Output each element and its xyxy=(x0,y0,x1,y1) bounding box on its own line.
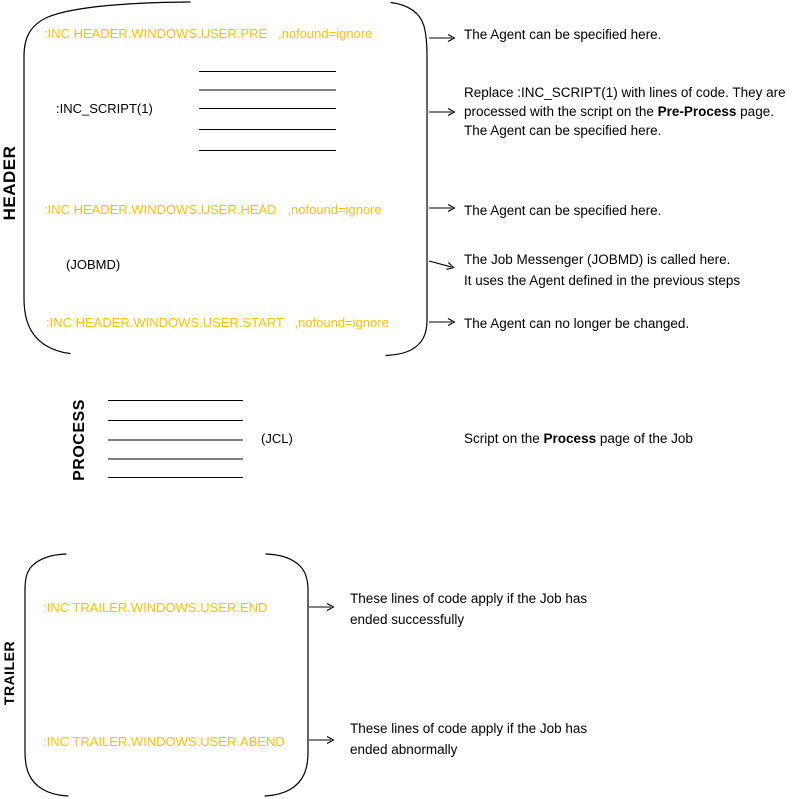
header-section-label: HEADER xyxy=(0,145,19,221)
right-arrow-icon xyxy=(429,109,455,116)
header-bracket-right xyxy=(386,3,427,356)
note-trailer-abend: These lines of code apply if the Job has ended abnormally xyxy=(350,721,588,757)
right-arrow-icon xyxy=(429,319,455,326)
note-replace-script: Replace :INC_SCRIPT(1) with lines of code. They are processed with the script on the Pre-Process page. The Agent can be specified here. xyxy=(464,85,786,138)
jcl-placeholder: (JCL) xyxy=(261,431,293,446)
trailer-section-label: TRAILER xyxy=(1,640,17,706)
header-bracket-left xyxy=(24,2,190,354)
note-agent-pre: The Agent can be specified here. xyxy=(464,27,662,42)
note-trailer-end: These lines of code apply if the Job has ended successfully xyxy=(350,591,588,627)
jobmd-call: (JOBMD) xyxy=(66,257,121,272)
trailer-bracket-left xyxy=(25,554,68,796)
right-arrow-icon xyxy=(309,604,334,611)
script-lines-process xyxy=(108,401,243,478)
code-line-inc-trailer-abend: :INC TRAILER.WINDOWS.USER.ABEND xyxy=(43,734,285,749)
trailer-bracket-right xyxy=(265,554,308,796)
right-arrow-icon xyxy=(309,737,334,744)
inc-script-placeholder: :INC_SCRIPT(1) xyxy=(56,101,153,116)
code-line-inc-trailer-end: :INC TRAILER.WINDOWS.USER.END xyxy=(43,600,268,615)
code-line-inc-header-head: :INC HEADER.WINDOWS.USER.HEAD ,nofound=ignore xyxy=(44,202,382,217)
note-process-script: Script on the Process page of the Job xyxy=(464,431,693,446)
note-agent-head: The Agent can be specified here. xyxy=(464,203,662,218)
right-arrow-icon xyxy=(428,258,454,271)
right-arrow-icon xyxy=(429,35,455,42)
note-agent-start: The Agent can no longer be changed. xyxy=(464,316,690,331)
right-arrow-icon xyxy=(429,205,455,212)
script-lines-preprocess xyxy=(199,72,336,151)
note-jobmd: The Job Messenger (JOBMD) is called here. It uses the Agent defined in the previous steps xyxy=(464,252,741,288)
code-line-inc-header-pre: :INC HEADER.WINDOWS.USER.PRE ,nofound=ignore xyxy=(44,26,373,41)
code-line-inc-header-start: :INC HEADER.WINDOWS.USER.START ,nofound=ignore xyxy=(46,315,389,330)
process-section-label: PROCESS xyxy=(71,399,88,481)
